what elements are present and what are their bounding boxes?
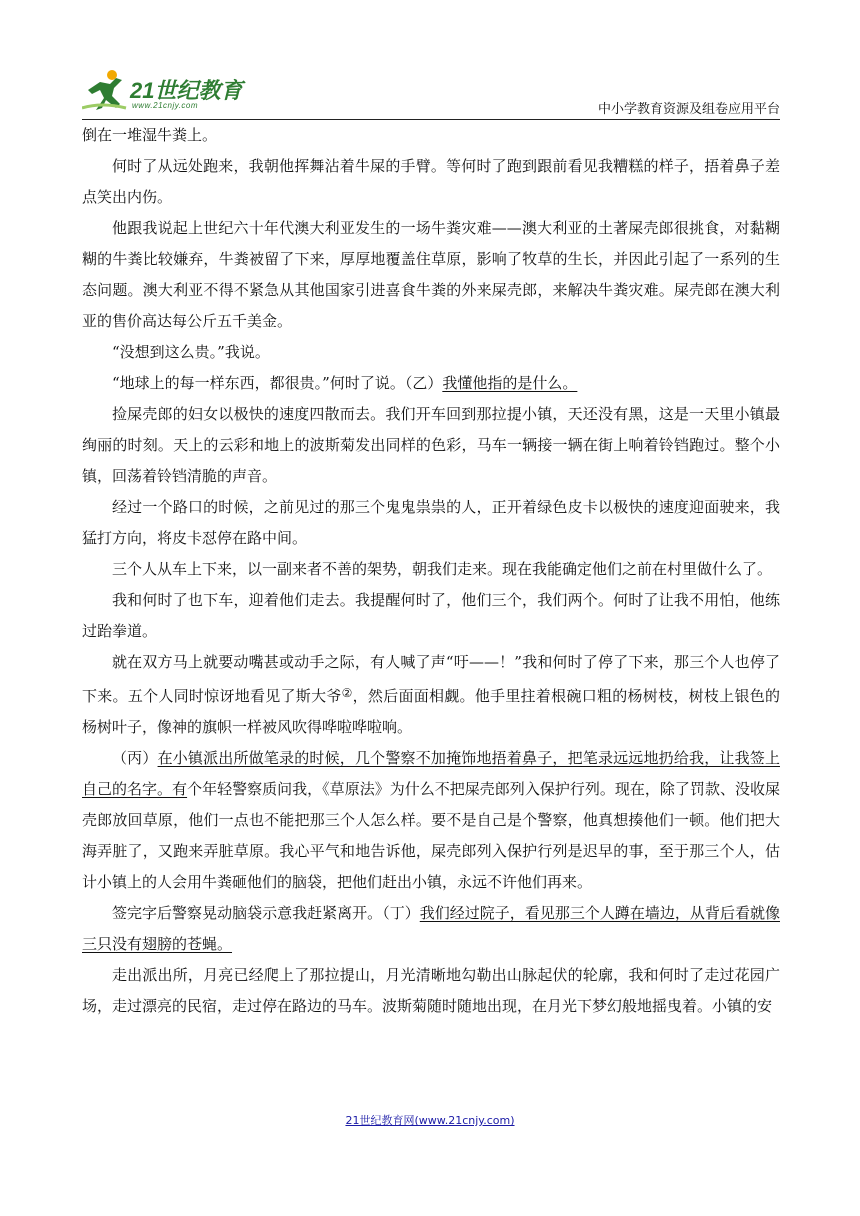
runner-logo-icon — [82, 68, 130, 114]
paragraph-text: 签完字后警察晃动脑袋示意我赶紧离开。（丁） — [112, 904, 420, 922]
paragraph — [82, 554, 780, 585]
underlined-sentence-bing: 在小镇派出所做笔录的时候，几个警察不加掩饰地捂着鼻子，把笔录远远地扔给我，让我签上自己的名字。有 — [82, 749, 780, 798]
paragraph-text: “地球上的每一样东西，都很贵。”何时了说。（乙） — [112, 374, 443, 392]
logo-title: 21世纪教育 — [130, 78, 243, 103]
paragraph-text: 何时了从远处跑来，我朝他挥舞沾着牛屎的手臂。等何时了跑到跟前看见我糟糕的样子，捂着鼻子差点笑出内伤。 — [82, 157, 780, 206]
paragraph — [82, 743, 780, 898]
paragraph-text: 三个人从车上下来，以一副来者不善的架势，朝我们走来。现在我能确定他们之前在村里做什么了。 — [112, 560, 773, 578]
page-header — [82, 68, 780, 120]
paragraph — [82, 213, 780, 337]
paragraph-text: 个年轻警察质问我，《草原法》为什么不把屎壳郎列入保护行列。现在，除了罚款、没收屎壳郎放回草原，他们一点也不能把那三个人怎么样。要不是自己是个警察，他真想揍他们一顿。他们把大海弄脏了，又跑来弄脏草原。我心平气和地告诉他，屎壳郎列入保护行列是迟早的事，至于那三个人，估计小镇上的人会用牛粪砸他们的脑袋，把他们赶出小镇，永远不许他们再来。 — [82, 780, 780, 891]
paragraph — [82, 585, 780, 647]
page-footer — [0, 1112, 860, 1128]
paragraph — [82, 151, 780, 213]
footnote-marker: ② — [341, 686, 353, 700]
paragraph — [82, 399, 780, 492]
paragraph-text: ，然后面面相觑。他手里拄着根碗口粗的杨树枝，树枝上银色的杨树叶子，像神的旗帜一样被风吹得哗啦哗啦响。 — [82, 687, 780, 736]
paragraph — [82, 492, 780, 554]
header-platform-text: 中小学教育资源及组卷应用平台 — [597, 102, 780, 117]
underlined-sentence-ding: 我们经过院子，看见那三个人蹲在墙边，从背后看就像三只没有翅膀的苍蝇。 — [82, 904, 780, 953]
paragraph-text: 经过一个路口的时候，之前见过的那三个鬼鬼祟祟的人，正开着绿色皮卡以极快的速度迎面驶来，我猛打方向，将皮卡怼停在路中间。 — [82, 498, 780, 547]
paragraph-text: 倒在一堆湿牛粪上。 — [82, 126, 218, 144]
paragraph-text: 就在双方马上就要动嘴甚或动手之际，有人喊了声“吁——！”我和何时了停了下来，那三个人也停了下来。五个人同时惊讶地看见了斯大爷 — [82, 653, 780, 705]
paragraph — [82, 120, 780, 151]
paragraph-text: 我和何时了也下车，迎着他们走去。我提醒何时了，他们三个，我们两个。何时了让我不用怕，他练过跆拳道。 — [82, 591, 780, 640]
underlined-sentence-yi: 我懂他指的是什么。 — [442, 374, 578, 392]
paragraph-text: 走出派出所，月亮已经爬上了那拉提山，月光清晰地勾勒出山脉起伏的轮廓，我和何时了走过花园广场，走过漂亮的民宿，走过停在路边的马车。波斯菊随时随地出现，在月光下梦幻般地摇曳着。小镇的安 — [82, 966, 780, 1015]
paragraph — [82, 337, 780, 368]
paragraph — [82, 647, 780, 743]
paragraph — [82, 898, 780, 960]
paragraph-text: 捡屎壳郎的妇女以极快的速度四散而去。我们开车回到那拉提小镇，天还没有黑，这是一天里小镇最绚丽的时刻。天上的云彩和地上的波斯菊发出同样的色彩，马车一辆接一辆在街上响着铃铛跑过。整个小镇，回荡着铃铛清脆的声音。 — [82, 405, 780, 485]
article-body — [82, 120, 780, 1022]
paragraph — [82, 368, 780, 399]
logo-url: www.21cnjy.com — [132, 101, 198, 110]
paragraph-text: （丙） — [112, 749, 158, 767]
paragraph-text: 他跟我说起上世纪六十年代澳大利亚发生的一场牛粪灾难——澳大利亚的土著屎壳郎很挑食，对黏糊糊的牛粪比较嫌弃，牛粪被留了下来，厚厚地覆盖住草原，影响了牧草的生长，并因此引起了一系列的生态问题。澳大利亚不得不紧急从其他国家引进喜食牛粪的外来屎壳郎，来解决牛粪灾难。屎壳郎在澳大利亚的售价高达每公斤五千美金。 — [82, 219, 780, 330]
paragraph — [82, 960, 780, 1022]
site-logo[interactable] — [82, 68, 252, 114]
paragraph-text: “没想到这么贵。”我说。 — [112, 343, 270, 361]
footer-site-link[interactable]: 21世纪教育网(www.21cnjy.com) — [345, 1114, 515, 1127]
